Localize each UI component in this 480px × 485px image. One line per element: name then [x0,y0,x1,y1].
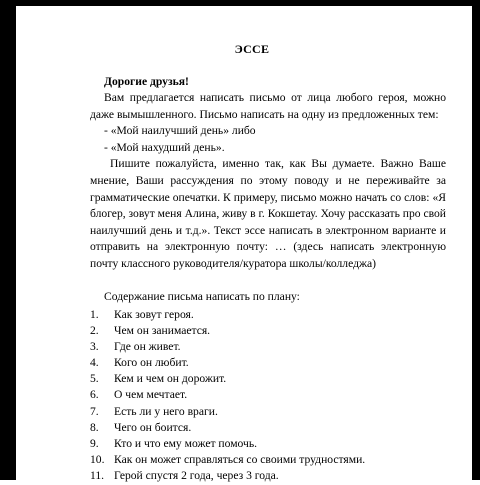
plan-item [90,468,446,484]
instructions-paragraph: Пишите пожалуйста, именно так, как Вы думаете. Важно Ваше мнение, Ваши рассуждения по этому поводу и не переживайте за грамматические опечатки. К примеру, письмо можно начать со слов: «Я блогер, зовут меня Алина, живу в г. Кокшетау. Хочу рассказать про свой наилучший день и т.д.». Текст эссе написать в электронном варианте и отправить на электронную почту: … (здесь написать электронную почту классного руководителя/куратора школы/колледжа) [90,157,446,270]
plan-item [90,387,446,403]
plan-item [90,323,446,339]
plan-item-text: Кто и что ему может помочь. [114,437,258,451]
plan-item-number: 2. [90,323,99,337]
plan-item-number: 6. [90,388,99,402]
topic-best-day: - «Мой наилучший день» либо [104,124,256,138]
plan-item-text: Кем и чем он дорожит. [114,372,227,386]
plan-item-text: Чего он боится. [114,420,192,434]
document-title: ЭССЕ [234,42,270,56]
plan-item-number: 5. [90,372,99,386]
plan-item-number: 11. [90,469,105,483]
document-page [16,6,472,483]
plan-item [90,339,446,355]
right-black-border [472,0,480,480]
plan-item-text: Кого он любит. [114,356,189,370]
left-black-border [0,0,16,480]
plan-intro: Содержание письма написать по плану: [104,289,300,303]
plan-item-text: Как он может справляться со своими трудностями. [114,453,366,467]
plan-item-text: Чем он занимается. [114,323,211,337]
blank-line [90,273,446,289]
plan-item-number: 9. [90,437,99,451]
plan-item [90,404,446,420]
plan-item-text: Есть ли у него враги. [114,404,218,418]
plan-item-text: Где он живет. [114,339,181,353]
plan-item [90,452,446,468]
plan-item [90,371,446,387]
plan-list [90,307,446,485]
plan-item [90,420,446,436]
plan-item-number: 8. [90,420,99,434]
plan-item [90,355,446,371]
plan-item-number: 10. [90,453,105,467]
plan-item-text: Как зовут героя. [114,307,194,321]
plan-item-text: Герой спустя 2 года, через 3 года. [114,469,279,483]
topic-worst-day: - «Мой нахудший день». [104,140,225,154]
intro-paragraph: Вам предлагается написать письмо от лица любого героя, можно даже вымышленного. Письмо написать на одну из предложенных тем: [90,91,446,121]
plan-item [90,307,446,323]
plan-item-number: 4. [90,356,99,370]
greeting: Дорогие друзья! [104,75,189,88]
plan-item-number: 1. [90,307,99,321]
plan-item-text: О чем мечтает. [114,388,188,402]
plan-item [90,436,446,452]
plan-item-number: 7. [90,404,99,418]
document-body [90,40,446,485]
plan-item-number: 3. [90,339,99,353]
